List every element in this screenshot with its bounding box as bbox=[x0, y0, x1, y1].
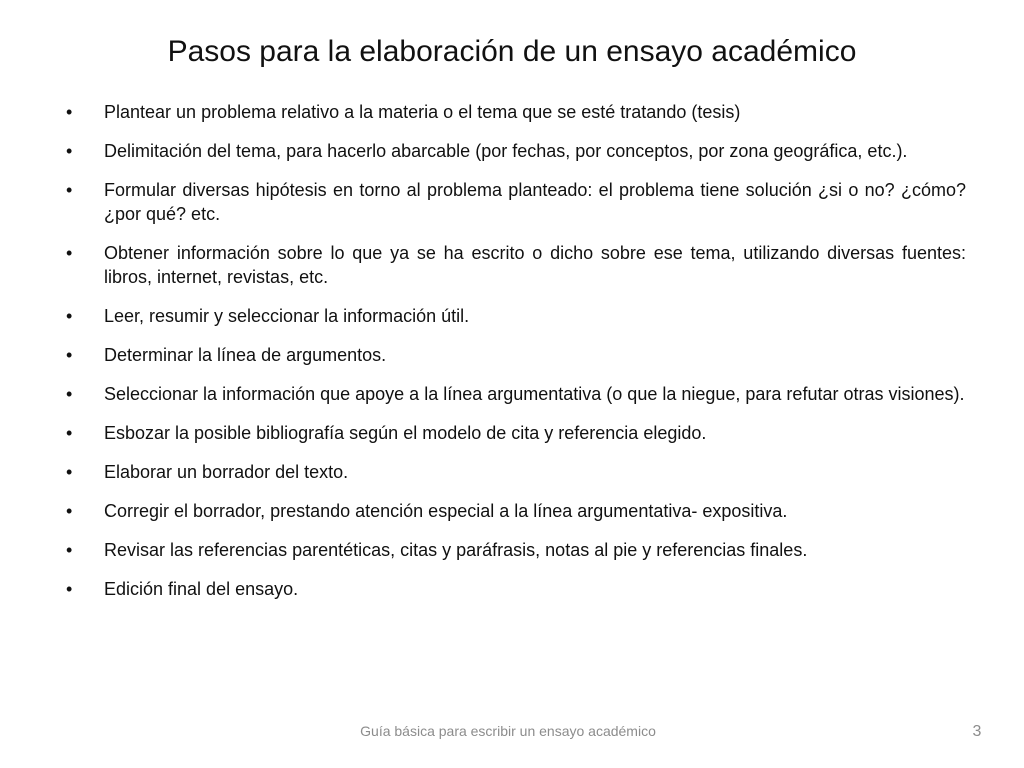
list-item bbox=[66, 538, 966, 562]
list-item-text: Edición final del ensayo. bbox=[104, 579, 299, 599]
list-item-text: Formular diversas hipótesis en torno al problema planteado: el problema tiene solución ¿si o no? ¿cómo? ¿por qué? etc. bbox=[104, 180, 966, 224]
bullet-icon: • bbox=[66, 423, 73, 443]
list-item bbox=[66, 100, 966, 124]
bullet-list bbox=[66, 100, 966, 616]
bullet-icon: • bbox=[66, 345, 73, 365]
bullet-icon: • bbox=[66, 384, 73, 404]
bullet-icon: • bbox=[66, 180, 73, 200]
list-item-text: Corregir el borrador, prestando atención especial a la línea argumentativa- expositiva. bbox=[104, 501, 788, 521]
list-item bbox=[66, 139, 966, 163]
list-item bbox=[66, 178, 966, 226]
bullet-icon: • bbox=[66, 102, 73, 122]
bullet-icon: • bbox=[66, 462, 73, 482]
list-item-text: Delimitación del tema, para hacerlo abarcable (por fechas, por conceptos, por zona geográfica, etc.). bbox=[104, 141, 908, 161]
list-item bbox=[66, 343, 966, 367]
slide-footer: Guía básica para escribir un ensayo académico bbox=[360, 723, 656, 739]
page-number: 3 bbox=[972, 723, 982, 740]
list-item-text: Revisar las referencias parentéticas, citas y paráfrasis, notas al pie y referencias finales. bbox=[104, 540, 808, 560]
list-item-text: Esbozar la posible bibliografía según el modelo de cita y referencia elegido. bbox=[104, 423, 707, 443]
list-item-text: Seleccionar la información que apoye a la línea argumentativa (o que la niegue, para refutar otras visiones). bbox=[104, 384, 965, 404]
bullet-icon: • bbox=[66, 501, 73, 521]
list-item bbox=[66, 577, 966, 601]
list-item bbox=[66, 241, 966, 289]
bullet-icon: • bbox=[66, 540, 73, 560]
bullet-icon: • bbox=[66, 141, 73, 161]
list-item-text: Leer, resumir y seleccionar la información útil. bbox=[104, 306, 470, 326]
list-item bbox=[66, 460, 966, 484]
list-item bbox=[66, 382, 966, 406]
bullet-icon: • bbox=[66, 579, 73, 599]
list-item-text: Plantear un problema relativo a la materia o el tema que se esté tratando (tesis) bbox=[104, 102, 741, 122]
list-item-text: Elaborar un borrador del texto. bbox=[104, 462, 349, 482]
bullet-icon: • bbox=[66, 243, 73, 263]
list-item bbox=[66, 499, 966, 523]
bullet-icon: • bbox=[66, 306, 73, 326]
list-item-text: Obtener información sobre lo que ya se ha escrito o dicho sobre ese tema, utilizando diversas fuentes: libros, internet, revistas, etc. bbox=[104, 243, 966, 287]
slide-title: Pasos para la elaboración de un ensayo académico bbox=[167, 35, 857, 68]
list-item bbox=[66, 421, 966, 445]
list-item-text: Determinar la línea de argumentos. bbox=[104, 345, 387, 365]
list-item bbox=[66, 304, 966, 328]
